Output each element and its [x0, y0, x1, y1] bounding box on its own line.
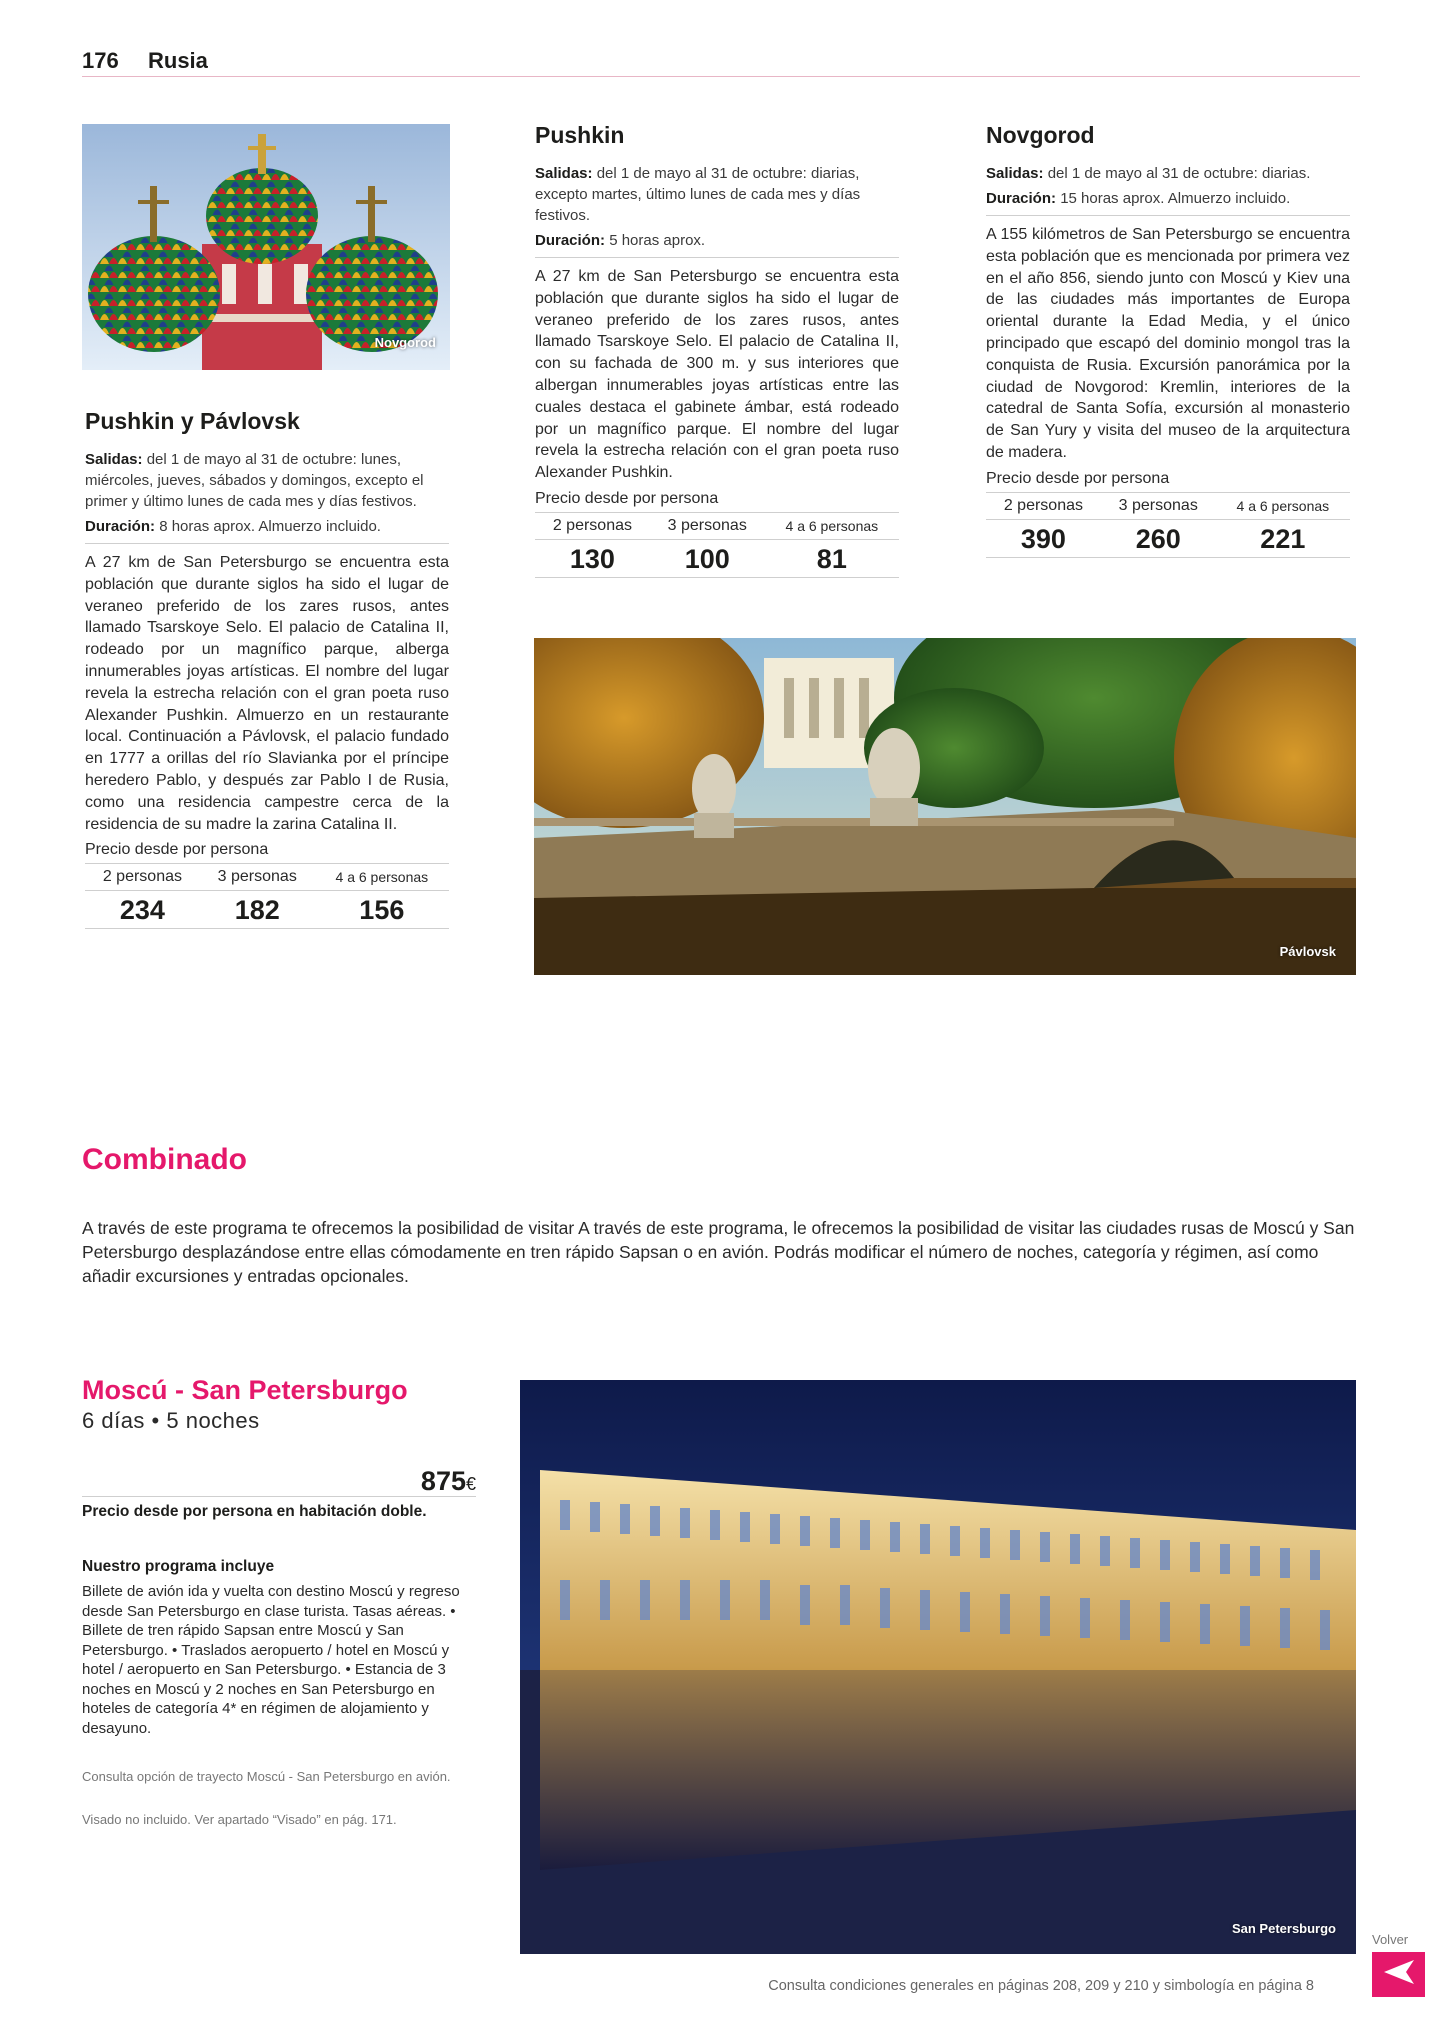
salidas-text: del 1 de mayo al 31 de octubre: diarias. — [1047, 165, 1311, 182]
price-header: Precio desde por persona — [85, 841, 269, 859]
price-header: Precio desde por persona — [986, 469, 1170, 487]
price-col-3: 3 personas — [1101, 492, 1216, 519]
excursion-description: A 155 kilómetros de San Petersburgo se encuentra esta población que es mencionada por primera vez en el año 856, siendo junto con Moscú y Kiev una de las ciudades más importantes de Europa oriental durante la Edad Media, y el único principado que escapó del dominio mongol tras la conquista de Rusia. Excursión panorámica por la ciudad de Novgorod: Kremlin, interiores de la catedral de Santa Sofía, excursión al monasterio de San Yury y visita del museo de la arquitectura de madera. — [986, 226, 1350, 461]
price-table — [986, 492, 1350, 558]
price-value: 234 — [85, 891, 200, 929]
duracion-text: 5 horas aprox. — [609, 232, 706, 249]
price-col-4-6: 4 a 6 personas — [765, 512, 899, 539]
volver-button[interactable] — [1372, 1952, 1425, 1997]
price-header: Precio desde por persona — [535, 489, 719, 507]
excursion-novgorod — [986, 122, 1350, 558]
price-col-4-6: 4 a 6 personas — [1216, 492, 1350, 519]
price-col-3: 3 personas — [650, 512, 765, 539]
salidas-label: Salidas: — [85, 451, 143, 468]
price-value: 156 — [315, 891, 449, 929]
section-title: Rusia — [148, 48, 208, 73]
duracion-text: 8 horas aprox. Almuerzo incluido. — [159, 518, 381, 535]
san-petersburgo-photo-label: San Petersburgo — [1231, 1921, 1336, 1936]
novgorod-photo-label: Novgorod — [374, 335, 436, 350]
duracion-label: Duración: — [535, 232, 606, 249]
header-divider — [82, 76, 1360, 77]
excursion-title: Pushkin — [535, 122, 625, 148]
price-table — [535, 512, 899, 578]
price-value: 182 — [200, 891, 315, 929]
volver-label[interactable]: Volver — [1372, 1932, 1409, 1947]
duracion-label: Duración: — [986, 190, 1057, 207]
divider — [82, 1496, 476, 1497]
duracion-label: Duración: — [85, 518, 156, 535]
program-title: Moscú - San Petersburgo — [82, 1375, 408, 1405]
divider — [535, 257, 899, 258]
duracion-text: 15 horas aprox. Almuerzo incluido. — [1060, 190, 1291, 207]
price-value: 221 — [1216, 519, 1350, 557]
combinado-text: A través de este programa te ofrecemos la posibilidad de visitar A través de este programa, le ofrecemos la posibilidad de visitar las ciudades rusas de Moscú y San Petersburgo desplazándose entre ellas cómodamente en tren rápido Sapsan o en avión. Podrás modificar el número de noches, categoría y régimen, así como añadir excursiones y entradas opcionales. — [82, 1218, 1355, 1286]
salidas-label: Salidas: — [986, 165, 1044, 182]
excursion-pushkin — [535, 122, 899, 578]
price-value: 81 — [765, 539, 899, 577]
san-petersburgo-photo — [520, 1380, 1356, 1954]
price-col-2: 2 personas — [85, 864, 200, 891]
excursion-title: Novgorod — [986, 122, 1095, 148]
price-amount: 875 — [420, 1466, 466, 1496]
price-col-2: 2 personas — [986, 492, 1101, 519]
divider — [986, 215, 1350, 216]
novgorod-photo — [82, 124, 450, 370]
program-price — [82, 1466, 476, 1497]
note-route: Consulta opción de trayecto Moscú - San Petersburgo en avión. — [82, 1769, 451, 1784]
salidas-label: Salidas: — [535, 165, 593, 182]
program-duration: 6 días • 5 noches — [82, 1408, 260, 1433]
price-table — [85, 863, 449, 929]
includes-title: Nuestro programa incluye — [82, 1558, 275, 1575]
salidas-text: del 1 de mayo al 31 de octubre: lunes, miércoles, jueves, sábados y domingos, excepto el primer y último lunes de cada mes y días festivos. — [85, 451, 424, 510]
salidas-text: del 1 de mayo al 31 de octubre: diarias, excepto martes, último lunes de cada mes y días festivos. — [535, 165, 861, 224]
note-visa: Visado no incluido. Ver apartado “Visado” en pág. 171. — [82, 1812, 397, 1827]
excursion-description: A 27 km de San Petersburgo se encuentra esta población que durante siglos ha sido el lugar de veraneo preferido de los zares rusos, antes llamado Tsarskoye Selo. El palacio de Catalina II, rodeado por un magnífico parque, alberga innumerables joyas artísticas. El nombre del lugar revela la estrecha relación con el gran poeta ruso Alexander Pushkin. Almuerzo en un restaurante local. Continuación a Pávlovsk, el palacio fundado en 1777 a orillas del río Slavianka por el príncipe heredero Pablo, y después zar Pablo I de Rusia, como una residencia campestre cerca de la residencia de su madre la zarina Catalina II. — [85, 554, 449, 833]
price-currency: € — [465, 1474, 476, 1494]
price-col-4-6: 4 a 6 personas — [315, 864, 449, 891]
price-value: 260 — [1101, 519, 1216, 557]
price-value: 100 — [650, 539, 765, 577]
pavlovsk-photo — [534, 638, 1356, 975]
price-col-3: 3 personas — [200, 864, 315, 891]
excursion-description: A 27 km de San Petersburgo se encuentra esta población que durante siglos ha sido el lugar de veraneo preferido de los zares rusos, antes llamado Tsarskoye Selo. El palacio de Catalina II, con su fachada de 300 m. y sus interiores que albergan innumerables joyas artísticas entre las cuales destaca el gabinete ámbar, está rodeado por un magnífico parque. El nombre del lugar revela la estrecha relación con el gran poeta ruso Alexander Pushkin. — [535, 268, 899, 482]
combinado-title: Combinado — [82, 1143, 247, 1176]
footer-conditions: Consulta condiciones generales en páginas 208, 209 y 210 y simbología en página 8 — [768, 1978, 1314, 1994]
includes-text: Billete de avión ida y vuelta con destino Moscú y regreso desde San Petersburgo en clase turista. Tasas aéreas. • Billete de tren rápido Sapsan entre Moscú y San Petersburgo. • Traslados aeropuerto / hotel en Moscú y hotel / aeropuerto en San Petersburgo. • Estancia de 3 noches en Moscú y 2 noches en San Petersburgo en hoteles de categoría 4* en régimen de alojamiento y desayuno. — [82, 1583, 460, 1737]
price-description: Precio desde por persona en habitación doble. — [82, 1503, 427, 1520]
price-col-2: 2 personas — [535, 512, 650, 539]
page-number: 176 — [82, 48, 119, 73]
excursion-title: Pushkin y Pávlovsk — [85, 408, 300, 434]
pavlovsk-photo-label: Pávlovsk — [1279, 944, 1336, 959]
price-value: 130 — [535, 539, 650, 577]
price-value: 390 — [986, 519, 1101, 557]
excursion-pushkin-pavlovsk — [85, 408, 449, 929]
arrow-left-icon — [1382, 1958, 1416, 1991]
divider — [85, 543, 449, 544]
